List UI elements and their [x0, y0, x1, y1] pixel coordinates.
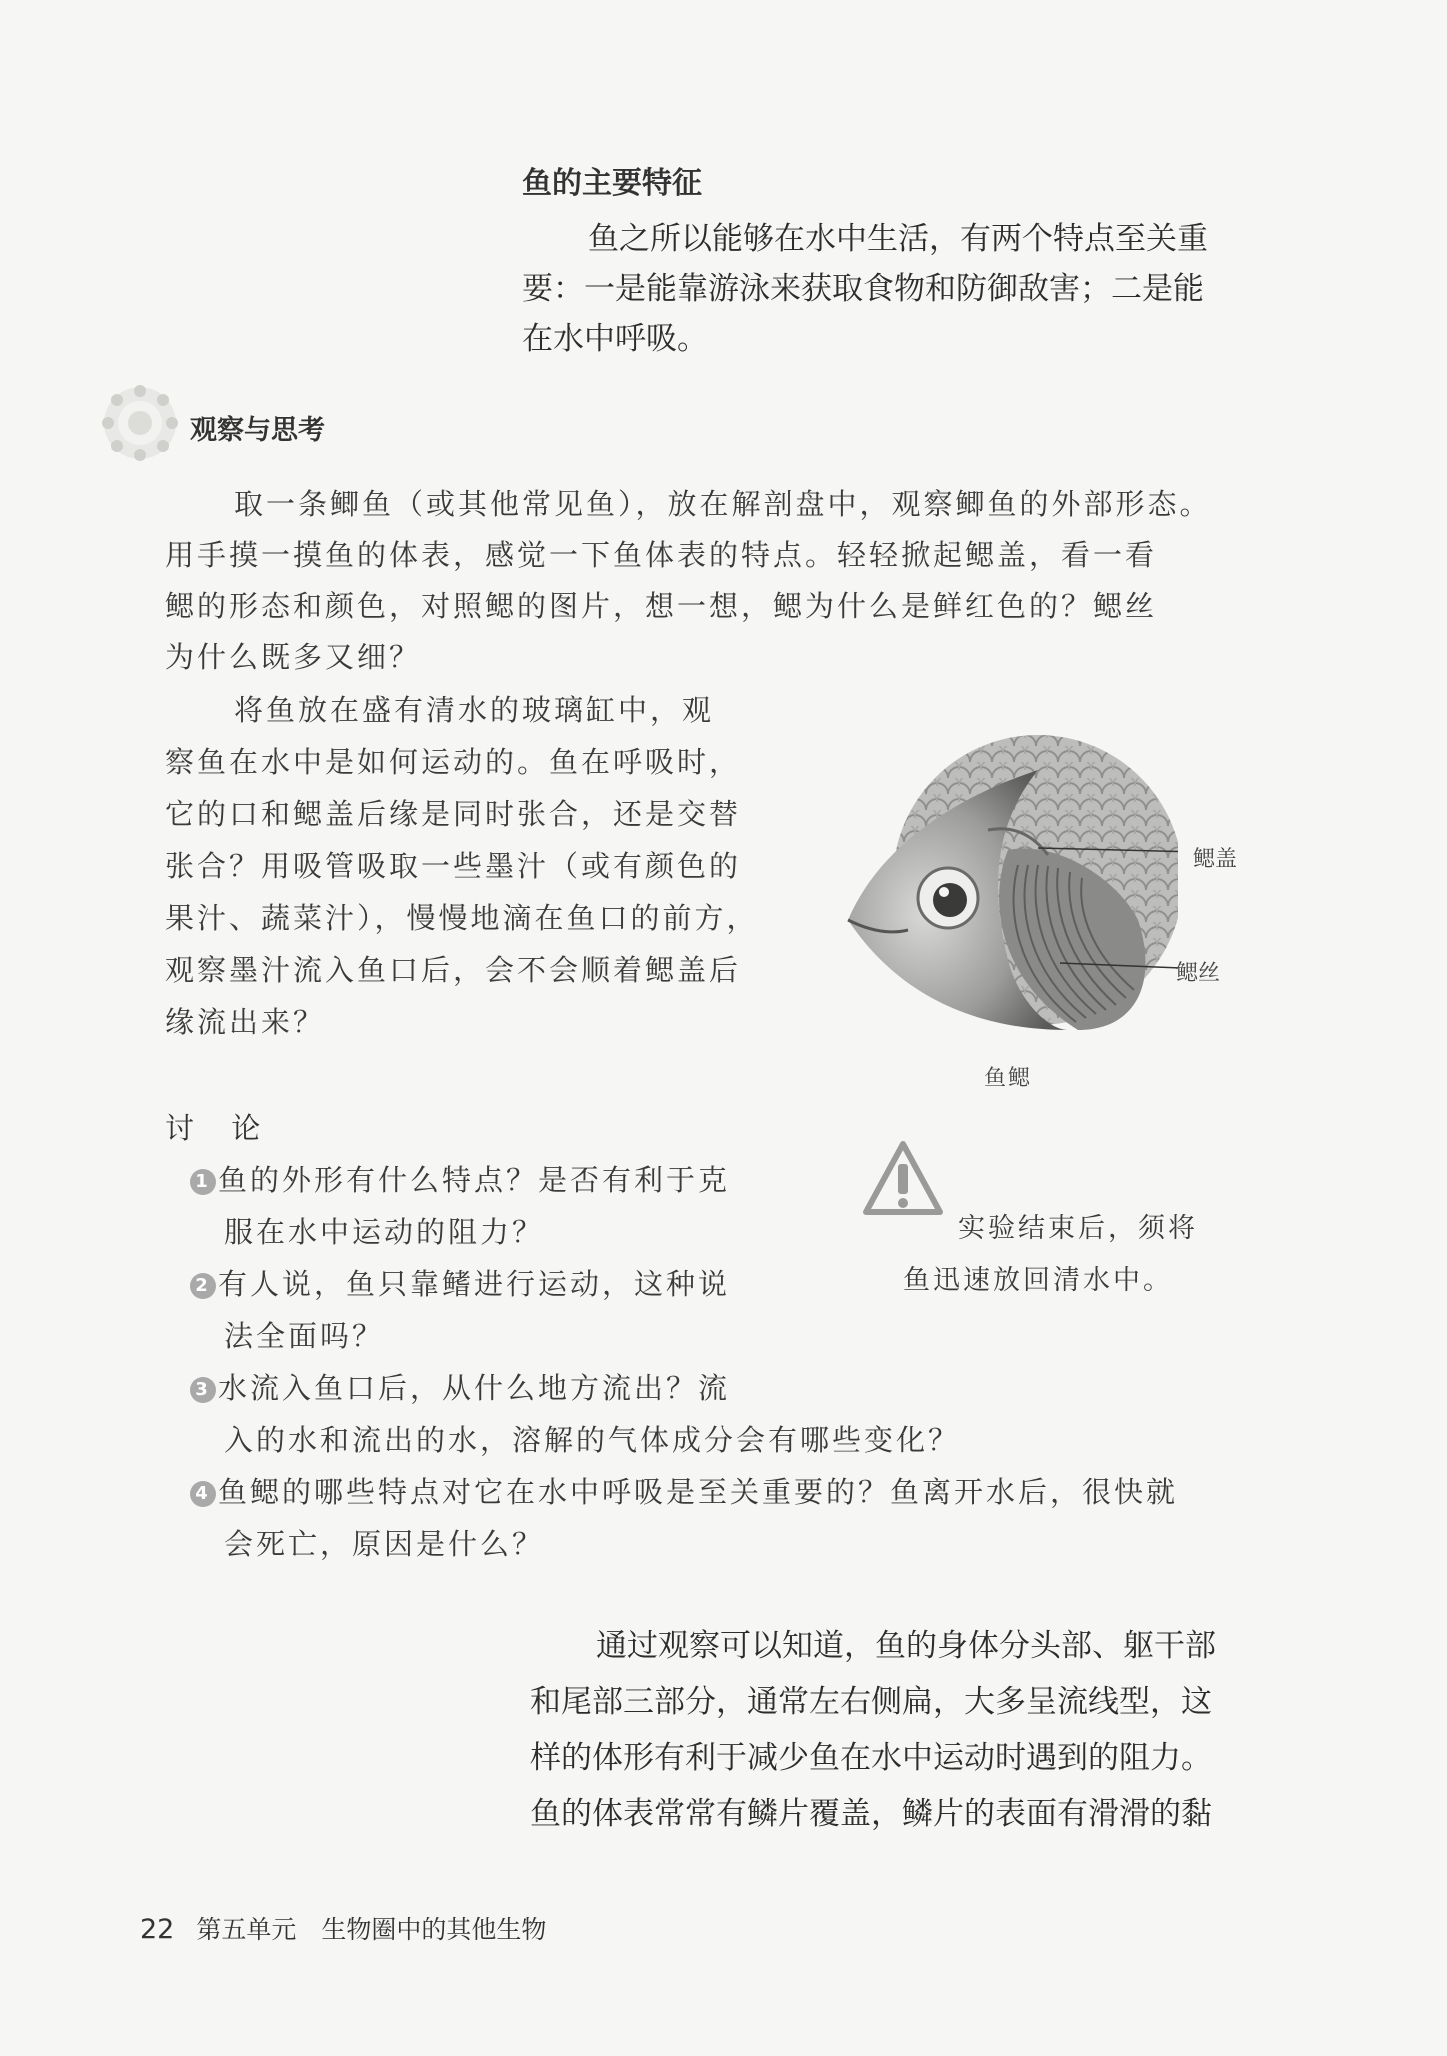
intro-line-2: 要：一是能靠游泳来获取食物和防御敌害；二是能: [522, 271, 1204, 307]
observe-para1-line-2: 用手摸一摸鱼的体表，感觉一下鱼体表的特点。轻轻掀起鳃盖，看一看: [165, 538, 1158, 572]
observe-para2-line-3: 它的口和鳃盖后缘是同时张合，还是交替: [165, 797, 742, 831]
observe-para2-line-1: 将鱼放在盛有清水的玻璃缸中，观: [234, 693, 715, 727]
label-gill-filaments: 鳃丝: [1176, 961, 1221, 986]
page-footer: [140, 1910, 546, 1946]
figure-caption: 鱼鳃: [984, 1066, 1033, 1091]
label-operculum: 鳃盖: [1193, 847, 1238, 872]
question-3-line-2: 入的水和流出的水，溶解的气体成分会有哪些变化？: [224, 1423, 961, 1457]
question-3-number: 3: [190, 1377, 216, 1403]
observe-para2-line-6: 观察墨汁流入鱼口后，会不会顺着鳃盖后: [165, 953, 742, 987]
observe-para2-line-7: 缘流出来？: [165, 1005, 326, 1039]
question-3-line-1: 3 水流入鱼口后，从什么地方流出？流: [190, 1366, 730, 1407]
question-4-line-1: 4 鱼鳃的哪些特点对它在水中呼吸是至关重要的？鱼离开水后，很快就: [190, 1470, 1178, 1511]
summary-line-1: 通过观察可以知道，鱼的身体分头部、躯干部: [596, 1628, 1216, 1664]
fish-gill-illustration: [838, 730, 1178, 1050]
summary-line-2: 和尾部三部分，通常左右侧扁，大多呈流线型，这: [530, 1684, 1212, 1720]
question-2-line-1: 2 有人说，鱼只靠鳍进行运动，这种说: [190, 1262, 730, 1303]
warning-text-line-1: 实验结束后，须将: [958, 1213, 1198, 1244]
intro-line-1: 鱼之所以能够在水中生活，有两个特点至关重: [588, 221, 1208, 257]
observe-para1-line-3: 鳃的形态和颜色，对照鳃的图片，想一想，鳃为什么是鲜红色的？鳃丝: [165, 589, 1158, 623]
question-2-number: 2: [190, 1273, 216, 1299]
observe-para1-line-4: 为什么既多又细？: [165, 640, 422, 674]
warning-icon: [862, 1140, 944, 1226]
unit-title: 第五单元 生物圈中的其他生物: [196, 1915, 547, 1944]
observe-para2-line-5: 果汁、蔬菜汁），慢慢地滴在鱼口的前方，: [165, 901, 759, 935]
observe-decoration-icon: [100, 383, 180, 463]
summary-line-3: 样的体形有利于减少鱼在水中运动时遇到的阻力。: [530, 1740, 1212, 1776]
observe-heading: 观察与思考: [190, 415, 325, 446]
question-2-line-2: 法全面吗？: [224, 1319, 385, 1353]
discussion-heading: 讨 论: [165, 1111, 275, 1145]
observe-para2-line-2: 察鱼在水中是如何运动的。鱼在呼吸时，: [165, 745, 742, 779]
section-title: 鱼的主要特征: [522, 166, 702, 201]
question-1-line-1: 1 鱼的外形有什么特点？是否有利于克: [190, 1158, 730, 1199]
intro-line-3: 在水中呼吸。: [522, 321, 708, 357]
question-4-number: 4: [190, 1481, 216, 1507]
question-4-line-2: 会死亡，原因是什么？: [224, 1527, 545, 1561]
warning-text-line-2: 鱼迅速放回清水中。: [903, 1265, 1173, 1296]
observe-para1-line-1: 取一条鲫鱼（或其他常见鱼），放在解剖盘中，观察鲫鱼的外部形态。: [234, 487, 1212, 521]
question-1-number: 1: [190, 1169, 216, 1195]
summary-line-4: 鱼的体表常常有鳞片覆盖，鳞片的表面有滑滑的黏: [530, 1796, 1212, 1832]
page-number: 22: [140, 1914, 175, 1945]
question-1-line-2: 服在水中运动的阻力？: [224, 1215, 545, 1249]
observe-para2-line-4: 张合？用吸管吸取一些墨汁（或有颜色的: [165, 849, 742, 883]
